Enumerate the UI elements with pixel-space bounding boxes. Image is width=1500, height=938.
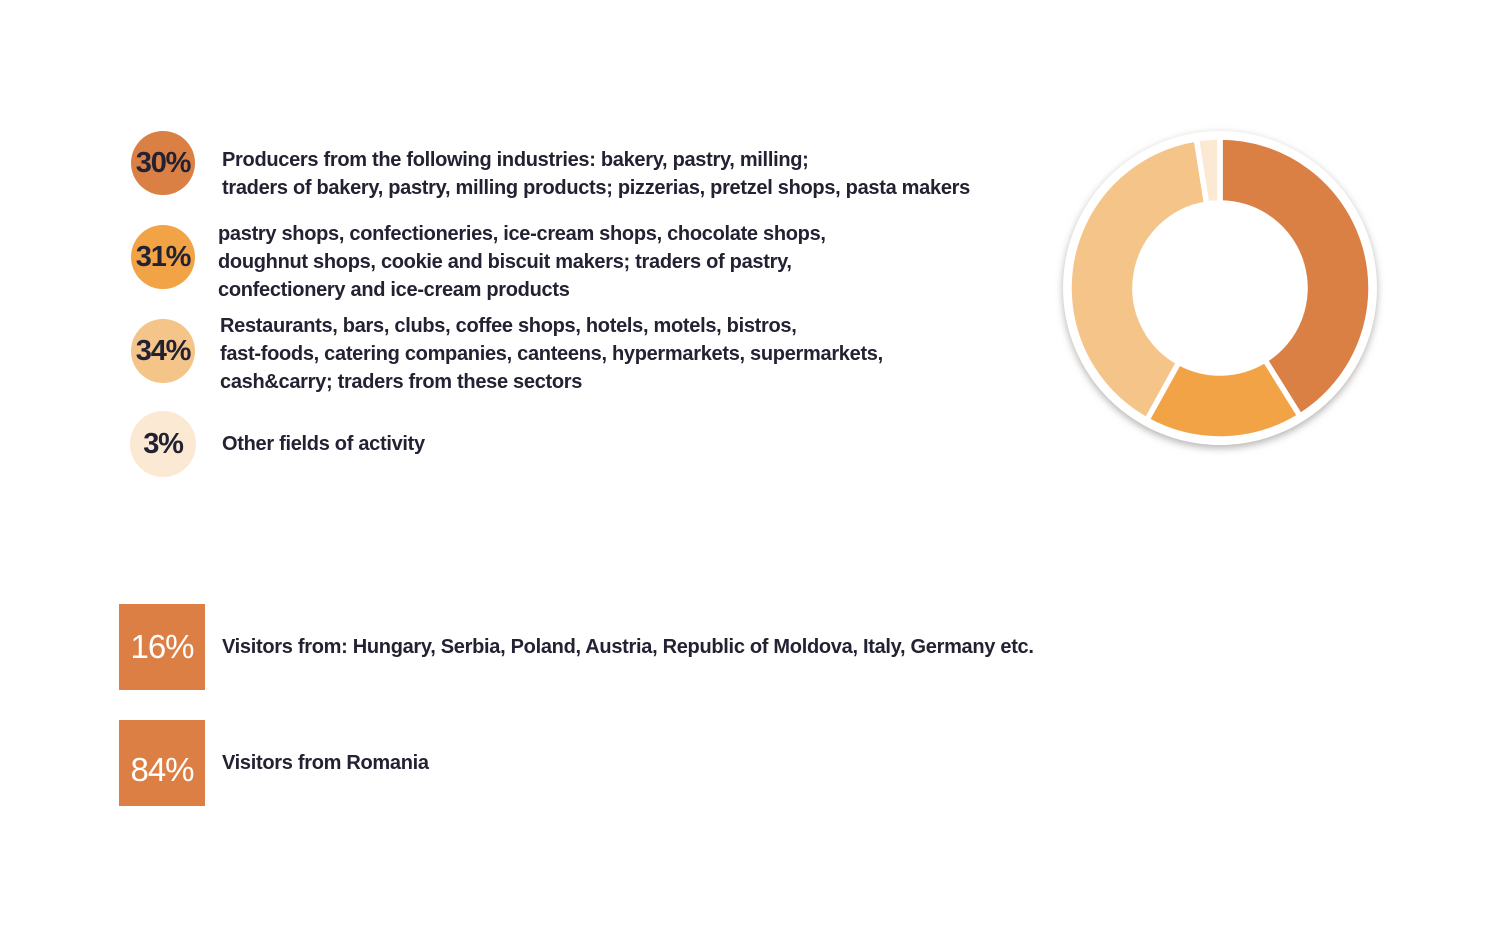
percent-value: 84% bbox=[130, 751, 194, 788]
activity-label-31 bbox=[218, 220, 826, 304]
percent-value: 31% bbox=[135, 240, 191, 273]
activity-label-other bbox=[222, 430, 425, 458]
percent-circle-badge-34 bbox=[131, 319, 195, 383]
activity-label-34 bbox=[220, 312, 883, 396]
activity-label-line: confectionery and ice-cream products bbox=[218, 279, 570, 301]
activity-label-line: Restaurants, bars, clubs, coffee shops, hotels, motels, bistros, bbox=[220, 315, 797, 337]
activity-label-line: Producers from the following industries: bakery, pastry, milling; bbox=[222, 149, 809, 171]
percent-value: 34% bbox=[135, 334, 191, 367]
percent-circle-badge-31 bbox=[131, 225, 195, 289]
activity-label-line: doughnut shops, cookie and biscuit makers; traders of pastry, bbox=[218, 251, 792, 273]
activity-label-line: Other fields of activity bbox=[222, 433, 425, 455]
percent-circle-badge-3 bbox=[130, 411, 196, 477]
activity-donut-chart bbox=[1040, 108, 1400, 468]
activity-label-line: cash&carry; traders from these sectors bbox=[220, 371, 583, 393]
percent-value: 16% bbox=[130, 628, 194, 665]
visitor-origin-label-romania: Visitors from Romania bbox=[222, 751, 429, 774]
percent-square-badge-84 bbox=[119, 720, 205, 806]
percent-value: 30% bbox=[135, 146, 191, 179]
activity-label-30 bbox=[222, 146, 970, 202]
percent-square-badge-16 bbox=[119, 604, 205, 690]
activity-label-line: pastry shops, confectioneries, ice-cream shops, chocolate shops, bbox=[218, 223, 826, 245]
activity-label-line: traders of bakery, pastry, milling products; pizzerias, pretzel shops, pasta makers bbox=[222, 177, 970, 199]
percent-value: 3% bbox=[143, 427, 183, 460]
activity-label-line: fast-foods, catering companies, canteens, hypermarkets, supermarkets, bbox=[220, 343, 883, 365]
donut-svg bbox=[1040, 108, 1400, 468]
visitor-origin-label-international: Visitors from: Hungary, Serbia, Poland, Austria, Republic of Moldova, Italy, Germany etc. bbox=[222, 635, 1034, 658]
percent-circle-badge-30 bbox=[131, 131, 195, 195]
